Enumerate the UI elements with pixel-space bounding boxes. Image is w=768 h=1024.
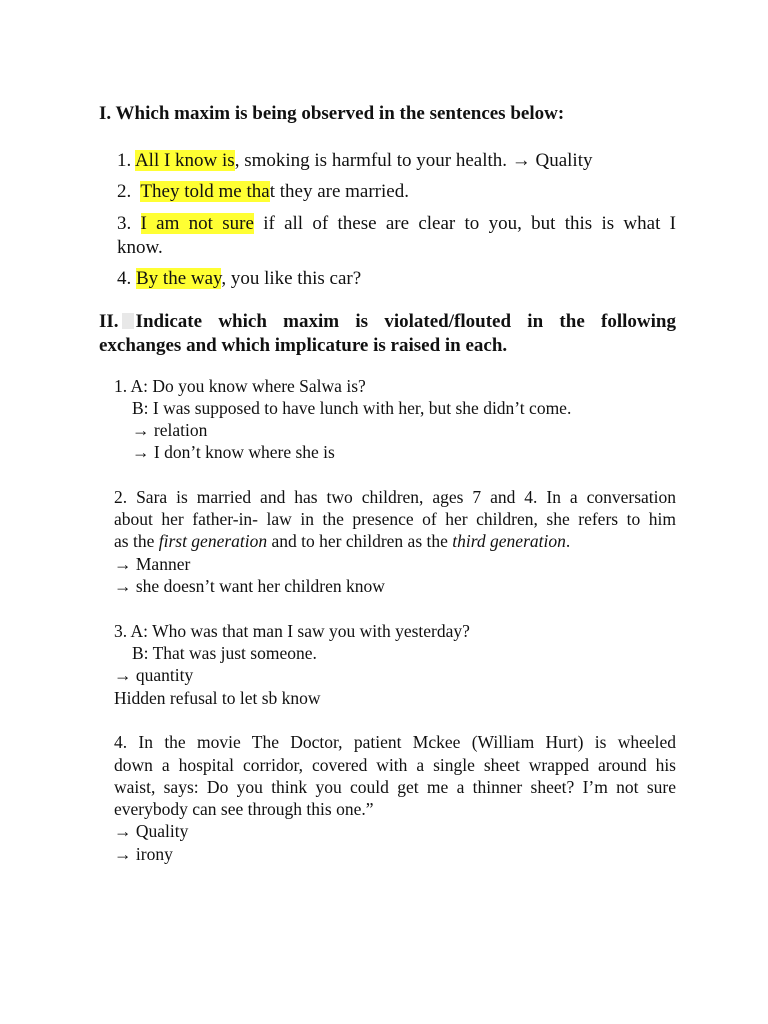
item-number: 2. (117, 181, 141, 202)
section-2-heading-line-2: exchanges and which implicature is raised in each. (99, 335, 508, 356)
item-number: 4. (117, 268, 136, 289)
section-1-item-3-line-2: know. (117, 237, 163, 258)
exchange-2-line-1: 2. Sara is married and has two children, ages 7 and 4. In a conversation (114, 487, 676, 507)
exchange-4-line-3: waist, says: Do you think you could get me a thinner sheet? I’m not sure (114, 777, 676, 797)
exchange-1-answer-implicature: → I don’t know where she is (132, 442, 335, 462)
exchange-4-answer-maxim: → Quality (114, 821, 189, 841)
exchange-3-line-1: 3. A: Who was that man I saw you with yesterday? (114, 621, 470, 641)
item-text: if all of these are clear to you, but this is what I (253, 213, 676, 234)
highlighted-text: All I know is (134, 150, 235, 171)
exchange-3-line-2: B: That was just someone. (132, 643, 317, 663)
section-1-heading: I. Which maxim is being observed in the sentences below: (99, 103, 565, 124)
item-text: , smoking is harmful to your health. → Quality (234, 150, 593, 171)
highlighted-text: I am not sure (140, 213, 254, 234)
section-2-number: II. (99, 311, 119, 332)
section-1-item-3-line-1 (117, 212, 676, 236)
exchange-2-line-2: about her father-in- law in the presence of her children, she refers to him (114, 509, 676, 529)
item-text: t they are married. (269, 181, 409, 202)
text-run: and to her children as the (267, 531, 453, 551)
item-number: 1. (117, 150, 135, 171)
exchange-1-answer-maxim: → relation (132, 420, 208, 440)
text-run: as the (114, 531, 159, 551)
italic-term: third generation (452, 531, 566, 551)
placeholder-box-icon (122, 313, 134, 329)
italic-term: first generation (158, 531, 268, 551)
highlighted-text: By the way (136, 268, 222, 289)
item-number: 3. (117, 213, 141, 234)
exchange-4-line-4: everybody can see through this one.” (114, 799, 374, 819)
highlighted-text: They told me tha (140, 181, 270, 202)
heading-text: Indicate which maxim is violated/flouted in the following (135, 311, 676, 332)
exchange-1-line-1: 1. A: Do you know where Salwa is? (114, 376, 366, 396)
item-text: , you like this car? (221, 268, 362, 289)
section-2-heading-line-1 (99, 310, 676, 334)
exchange-1-line-2: B: I was supposed to have lunch with her, but she didn’t come. (132, 398, 572, 418)
exchange-3-answer-implicature: Hidden refusal to let sb know (114, 688, 321, 708)
exchange-4-line-2: down a hospital corridor, covered with a single sheet wrapped around his (114, 755, 676, 775)
section-1-item-4 (117, 267, 361, 291)
exchange-2-line-3 (114, 530, 570, 552)
exchange-2-answer-maxim: → Manner (114, 554, 191, 574)
exchange-2-answer-implicature: → she doesn’t want her children know (114, 576, 385, 596)
exchange-4-answer-implicature: → irony (114, 844, 173, 864)
exchange-3-answer-maxim: → quantity (114, 665, 194, 685)
section-1-item-1 (117, 149, 593, 173)
text-run: . (565, 531, 571, 551)
exchange-4-line-1: 4. In the movie The Doctor, patient Mckee (William Hurt) is wheeled (114, 732, 676, 752)
section-1-item-2 (117, 180, 409, 204)
